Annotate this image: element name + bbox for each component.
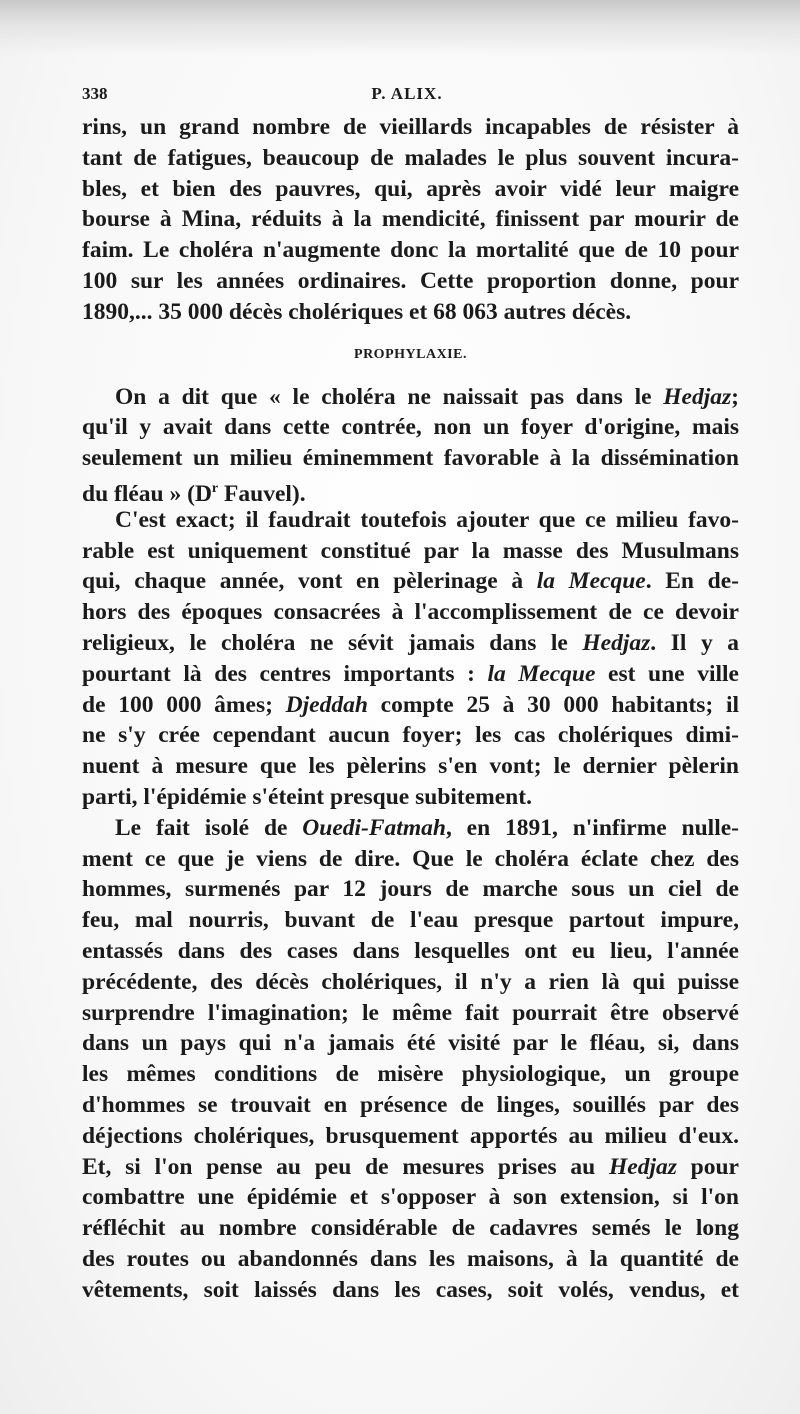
text-line: feu, mal nourris, buvant de l'eau presque partout impure, [82, 907, 739, 934]
text-line: déjections cholériques, brusquement apportés au milieu d'eux. [82, 1122, 739, 1149]
text-line: réfléchit au nombre considérable de cadavres semés le long [82, 1215, 739, 1242]
paragraph-3 [82, 505, 739, 813]
text-line: de 100 000 âmes; Djeddah compte 25 à 30 000 habitants; il [82, 691, 740, 718]
text-line: d'hommes se trouvait en présence de linges, souillés par des [82, 1091, 739, 1118]
text-line: hommes, surmenés par 12 jours de marche sous un ciel de [82, 876, 739, 903]
text-line: dans un pays qui n'a jamais été visité par le fléau, si, dans [82, 1030, 739, 1057]
text-line: 1890,... 35 000 décès cholériques et 68 063 autres décès. [82, 298, 632, 325]
text-line: surprendre l'imagination; le même fait pourrait être observé [82, 999, 739, 1026]
body-text [82, 112, 739, 1305]
text-line: hors des époques consacrées à l'accomplissement de ce devoir [82, 599, 739, 626]
paragraph-1 [82, 112, 739, 328]
text-line: nuent à mesure que les pèlerins s'en vont; le dernier pèlerin [82, 753, 739, 780]
text-line: Le fait isolé de Ouedi-Fatmah, en 1891, n'infirme nulle- [115, 814, 739, 841]
text-line: entassés dans des cases dans lesquelles ont eu lieu, l'année [82, 937, 739, 964]
paragraph-2 [82, 382, 739, 505]
text-line: précédente, des décès cholériques, il n'y a rien là qui puisse [82, 968, 739, 995]
text-line: On a dit que « le choléra ne naissait pas dans le Hedjaz; [115, 383, 739, 410]
text-line: bourse à Mina, réduits à la mendicité, finissent par mourir de [82, 206, 739, 233]
text-line: du fléau » ($D^r$ Fauvel). [82, 480, 306, 507]
text-line: bles, et bien des pauvres, qui, après avoir vidé leur maigre [82, 175, 739, 202]
text-line: rins, un grand nombre de vieillards incapables de résister à [82, 114, 739, 140]
page-number: 338 [82, 84, 108, 103]
text-line: religieux, le choléra ne sévit jamais dans le Hedjaz. Il y a [82, 629, 739, 656]
text-line: qui, chaque année, vont en pèlerinage à la Mecque. En de- [82, 568, 739, 595]
text-line: des routes ou abandonnés dans les maisons, à la quantité de [82, 1245, 739, 1272]
text-line: 100 sur les années ordinaires. Cette proportion donne, pour [82, 267, 739, 294]
scan-shadow [0, 0, 800, 55]
page-header [82, 84, 732, 110]
text-line: vêtements, soit laissés dans les cases, soit volés, vendus, et [82, 1276, 739, 1303]
text-line: faim. Le choléra n'augmente donc la mortalité que de 10 pour [82, 237, 739, 264]
paragraph-4 [82, 813, 739, 1306]
text-line: Et, si l'on pense au peu de mesures prises au Hedjaz pour [82, 1153, 739, 1180]
text-line: qu'il y avait dans cette contrée, non un foyer d'origine, mais [82, 414, 739, 441]
text-line: les mêmes conditions de misère physiologique, un groupe [82, 1061, 739, 1088]
running-head: P. ALIX. [371, 84, 443, 103]
section-heading: PROPHYLAXIE. [354, 346, 467, 362]
text-line: ne s'y crée cependant aucun foyer; les cas cholériques dimi- [82, 722, 739, 749]
text-line: ment ce que je viens de dire. Que le choléra éclate chez des [82, 845, 739, 872]
text-line: parti, l'épidémie s'éteint presque subitement. [82, 783, 532, 810]
text-line: pourtant là des centres importants : la Mecque est une ville [82, 660, 739, 687]
text-line: seulement un milieu éminemment favorable à la dissémination [82, 445, 739, 472]
text-line: tant de fatigues, beaucoup de malades le plus souvent incura- [82, 144, 739, 171]
text-line: rable est uniquement constitué par la masse des Musulmans [82, 537, 739, 564]
text-line: C'est exact; il faudrait toutefois ajouter que ce milieu favo- [115, 506, 739, 533]
text-line: combattre une épidémie et s'opposer à son extension, si l'on [82, 1184, 739, 1211]
